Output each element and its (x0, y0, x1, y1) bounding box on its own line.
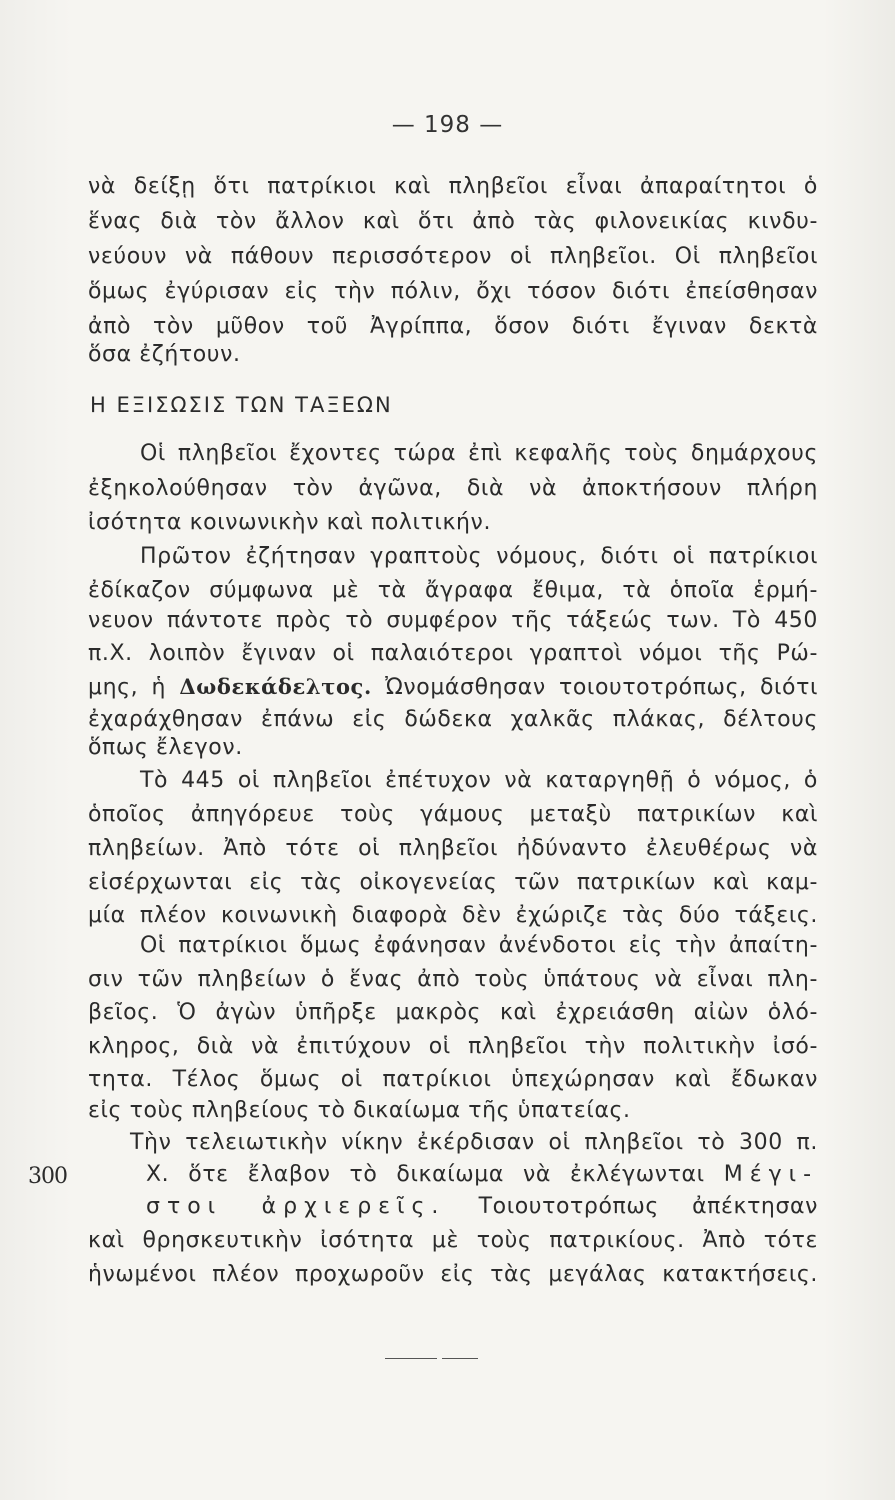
text-line: καὶ θρησκευτικὴν ἰσότητα μὲ τοὺς πατρικίους. Ἀπὸ τότε (88, 1228, 818, 1253)
text-line: ἐχαράχθησαν ἐπάνω εἰς δώδεκα χαλκᾶς πλάκας, δέλτους (88, 707, 818, 732)
text-line: ὅσα ἐζήτουν. (88, 342, 241, 367)
text-line: ἀπὸ τὸν μῦθον τοῦ Ἀγρίππα, ὅσον διότι ἔγιναν δεκτὰ (88, 314, 818, 339)
text-fragment: Ὠνομάσθησαν τοιουτοτρόπως, διότι (385, 675, 819, 700)
text-line: Τὸ 445 οἱ πληβεῖοι ἐπέτυχον νὰ καταργηθῇ ὁ νόμος, ὁ (140, 768, 818, 793)
text-line: π.Χ. λοιπὸν ἔγιναν οἱ παλαιότεροι γραπτοὶ νόμοι τῆς Ρώ- (88, 641, 818, 666)
text-line: ὅμως ἐγύρισαν εἰς τὴν πόλιν, ὄχι τόσον διότι ἐπείσθησαν (88, 279, 818, 304)
text-line: ἰσότητα κοινωνικὴν καὶ πολιτικήν. (88, 510, 492, 535)
text-line: πληβείων. Ἀπὸ τότε οἱ πληβεῖοι ἠδύναντο ἐλευθέρως νὰ (88, 836, 818, 861)
spaced-term: στοι ἀρχιερεῖς. (146, 1194, 446, 1219)
text-line: μία πλέον κοινωνικὴ διαφορὰ δὲν ἐχώριζε τὰς δύο τάξεις. (88, 903, 818, 928)
text-line: βεῖος. Ὁ ἀγὼν ὑπῆρξε μακρὸς καὶ ἐχρειάσθη αἰὼν ὁλό- (88, 1000, 818, 1025)
text-line: ὅπως ἔλεγον. (88, 735, 243, 760)
text-line: Τὴν τελειωτικὴν νίκην ἐκέρδισαν οἱ πληβεῖοι τὸ 300 π. (130, 1130, 818, 1155)
text-line (146, 1158, 818, 1192)
text-line: νὰ δείξῃ ὅτι πατρίκιοι καὶ πληβεῖοι εἶναι ἀπαραίτητοι ὁ (88, 174, 818, 199)
text-line: κληρος, διὰ νὰ ἐπιτύχουν οἱ πληβεῖοι τὴν πολιτικὴν ἰσό- (88, 1034, 818, 1059)
text-fragment: Χ. ὅτε ἔλαβον τὸ δικαίωμα νὰ ἐκλέγωνται (146, 1162, 705, 1187)
section-heading: Η ΕΞΙΣΩΣΙΣ ΤΩΝ ΤΑΞΕΩΝ (90, 393, 393, 417)
text-line (146, 1190, 818, 1224)
text-line: εἰς τοὺς πληβείους τὸ δικαίωμα τῆς ὑπατείας. (88, 1098, 631, 1123)
text-line: Οἱ πληβεῖοι ἔχοντες τώρα ἐπὶ κεφαλῆς τοὺς δημάρχους (140, 441, 818, 466)
text-line: Οἱ πατρίκιοι ὅμως ἐφάνησαν ἀνένδοτοι εἰς τὴν ἀπαίτη- (140, 933, 818, 958)
emphasized-term: Δωδεκάδελτος. (179, 674, 372, 699)
text-line: ἐξηκολούθησαν τὸν ἀγῶνα, διὰ νὰ ἀποκτήσουν πλήρη (88, 476, 818, 501)
text-fragment: Τοιουτοτρόπως ἀπέκτησαν (478, 1194, 818, 1219)
text-line: ἕνας διὰ τὸν ἄλλον καὶ ὅτι ἀπὸ τὰς φιλονεικίας κινδυ- (88, 209, 818, 234)
page-number: — 198 — (391, 112, 504, 138)
text-line: ὁποῖος ἀπηγόρευε τοὺς γάμους μεταξὺ πατρικίων καὶ (88, 802, 818, 827)
text-line: εἰσέρχωνται εἰς τὰς οἰκογενείας τῶν πατρικίων καὶ καμ- (88, 870, 818, 895)
text-line: ἡνωμένοι πλέον προχωροῦν εἰς τὰς μεγάλας κατακτήσεις. (88, 1262, 818, 1287)
margin-note-year: 300 (28, 1164, 67, 1189)
text-line: νεύουν νὰ πάθουν περισσότερον οἱ πληβεῖοι. Οἱ πληβεῖοι (88, 244, 818, 269)
text-line (88, 670, 818, 705)
text-line: ἐδίκαζον σύμφωνα μὲ τὰ ἄγραφα ἔθιμα, τὰ ὁποῖα ἑρμή- (88, 578, 818, 603)
spaced-term: Μέγι- (723, 1162, 819, 1187)
end-rule-left (385, 1358, 437, 1359)
text-line: σιν τῶν πληβείων ὁ ἕνας ἀπὸ τοὺς ὑπάτους νὰ εἶναι πλη- (88, 967, 818, 992)
text-line: νευον πάντοτε πρὸς τὸ συμφέρον τῆς τάξεώς των. Τὸ 450 (88, 608, 818, 633)
text-fragment: μης, ἡ (88, 675, 167, 700)
text-line: Πρῶτον ἐζήτησαν γραπτοὺς νόμους, διότι οἱ πατρίκιοι (140, 544, 818, 569)
text-line: τητα. Τέλος ὅμως οἱ πατρίκιοι ὑπεχώρησαν καὶ ἔδωκαν (88, 1067, 818, 1092)
end-rule-right (442, 1358, 478, 1359)
